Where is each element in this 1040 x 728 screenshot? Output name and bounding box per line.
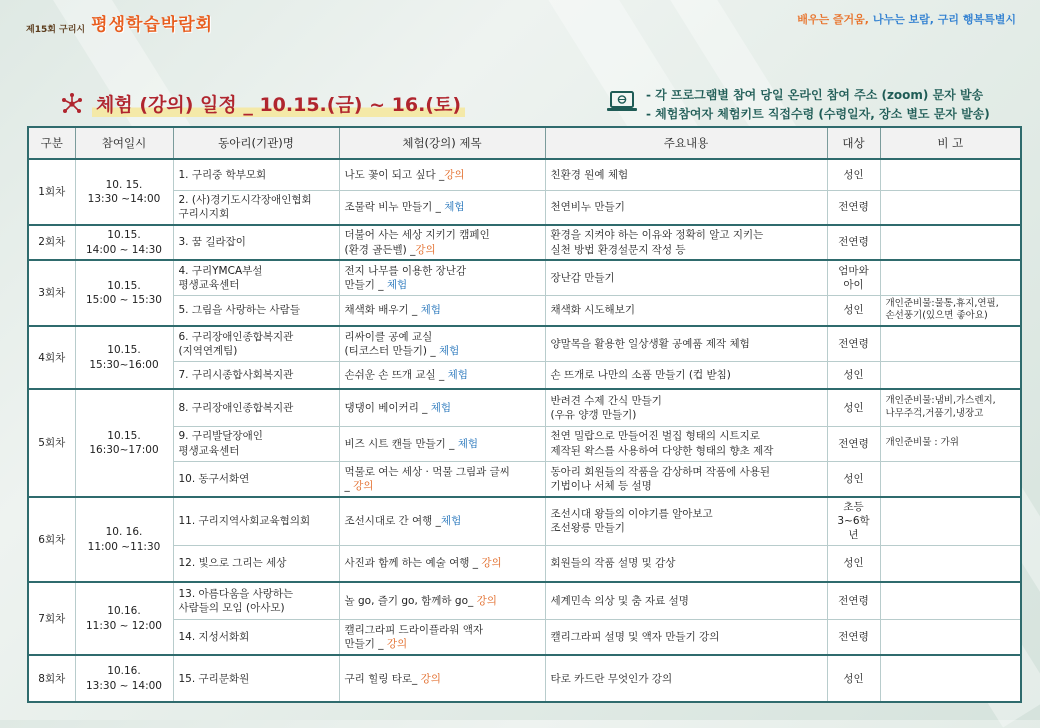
org-cell: 14. 지성서화회 <box>173 619 339 655</box>
title-cell <box>339 582 545 619</box>
title-tag: 강의 <box>420 672 441 685</box>
table-row <box>28 619 1021 655</box>
table-row <box>28 461 1021 497</box>
target-cell: 전연령 <box>827 225 880 260</box>
target-cell: 성인 <box>827 389 880 426</box>
table-row <box>28 497 1021 545</box>
session-cell: 7회차 <box>28 582 75 655</box>
session-cell: 5회차 <box>28 389 75 497</box>
slogan-part2: 나누는 보람, 구리 행복특별시 <box>872 13 1016 26</box>
org-cell: 13. 아름다움을 사랑하는 사람들의 모임 (아사모) <box>173 582 339 619</box>
datetime-cell: 10.15. 15:30~16:00 <box>75 326 173 389</box>
session-cell: 2회차 <box>28 225 75 260</box>
title-text: 더불어 사는 세상 지키기 캠페인 (환경 골든벨) _ <box>344 229 490 256</box>
target-cell: 성인 <box>827 361 880 389</box>
table-row <box>28 545 1021 582</box>
datetime-cell: 10. 16. 11:00 ~11:30 <box>75 497 173 582</box>
target-cell: 전연령 <box>827 326 880 361</box>
title-cell <box>339 619 545 655</box>
title-tag: 강의 <box>353 479 374 492</box>
content-cell: 캘리그라피 설명 및 액자 만들기 강의 <box>545 619 827 655</box>
title-cell <box>339 260 545 295</box>
table-header-row <box>28 127 1021 159</box>
title-cell <box>339 361 545 389</box>
datetime-cell: 10.15. 14:00 ~ 14:30 <box>75 225 173 260</box>
datetime-cell: 10.15. 16:30~17:00 <box>75 389 173 497</box>
brand-edition: 제15회 구리시 <box>26 25 86 35</box>
header-title: 체험(강의) 제목 <box>339 127 545 159</box>
title-text: 사진과 함께 하는 예술 여행 _ <box>344 557 482 570</box>
datetime-cell: 10.15. 15:00 ~ 15:30 <box>75 260 173 326</box>
org-cell: 15. 구리문화원 <box>173 655 339 702</box>
org-cell: 1. 구리중 학부모회 <box>173 159 339 190</box>
content-cell: 동아리 회원들의 작품을 감상하며 작품에 사용된 기법이나 서체 등 설명 <box>545 461 827 497</box>
title-block <box>60 90 465 117</box>
target-cell: 엄마와 아이 <box>827 260 880 295</box>
datetime-cell: 10.16. 13:30 ~ 14:00 <box>75 655 173 702</box>
title-text: 캘리그라피 드라이플라워 액자 만들기 _ <box>344 623 484 650</box>
session-cell: 3회차 <box>28 260 75 326</box>
header-org: 동아리(기관)명 <box>173 127 339 159</box>
slogan-part1: 배우는 즐거움, <box>797 13 869 26</box>
org-cell: 4. 구리YMCA부설 평생교육센터 <box>173 260 339 295</box>
target-cell: 초등 3~6학년 <box>827 497 880 545</box>
title-text: 비즈 시트 캔들 만들기 _ <box>344 437 458 450</box>
content-cell: 천연 밀랍으로 만들어진 벌집 형태의 시트지로 제작된 왁스를 사용하여 다양한 형태의 향초 제작 <box>545 426 827 461</box>
content-cell: 채색화 시도해보기 <box>545 295 827 326</box>
table-body <box>28 159 1021 702</box>
note-cell <box>880 326 1021 361</box>
content-cell: 조선시대 왕들의 이야기를 알아보고 조선왕릉 만들기 <box>545 497 827 545</box>
header-target: 대상 <box>827 127 880 159</box>
org-cell: 7. 구리시종합사회복지관 <box>173 361 339 389</box>
title-cell <box>339 497 545 545</box>
title-tag: 강의 <box>386 637 408 650</box>
title-tag: 체험 <box>420 304 441 317</box>
target-cell: 성인 <box>827 461 880 497</box>
title-tag: 강의 <box>444 168 465 181</box>
note-cell: 개인준비물:냄비,가스렌지, 나무주걱,거품기,냉장고 <box>880 389 1021 426</box>
content-cell: 손 뜨개로 나만의 소품 만들기 (컵 받침) <box>545 361 827 389</box>
target-cell: 성인 <box>827 159 880 190</box>
target-cell: 성인 <box>827 545 880 582</box>
brand-logo <box>26 10 213 35</box>
table-row <box>28 295 1021 326</box>
table-row <box>28 190 1021 225</box>
target-cell: 전연령 <box>827 619 880 655</box>
title-tag: 체험 <box>430 401 452 414</box>
note-cell <box>880 655 1021 702</box>
table-row <box>28 260 1021 295</box>
title-cell <box>339 159 545 190</box>
content-cell: 친환경 원예 체험 <box>545 159 827 190</box>
title-cell <box>339 190 545 225</box>
note-cell <box>880 497 1021 545</box>
notice-block <box>606 86 990 122</box>
notice-line: - 각 프로그램별 참여 당일 온라인 참여 주소 (zoom) 문자 발송 <box>646 88 984 102</box>
title-tag: 체험 <box>457 437 479 450</box>
org-cell: 8. 구리장애인종합복지관 <box>173 389 339 426</box>
table-row <box>28 159 1021 190</box>
datetime-cell: 10.16. 11:30 ~ 12:00 <box>75 582 173 655</box>
title-text: 구리 힐링 타로_ <box>344 672 421 685</box>
target-cell: 성인 <box>827 655 880 702</box>
session-cell: 8회차 <box>28 655 75 702</box>
note-cell <box>880 190 1021 225</box>
org-cell: 12. 빛으로 그리는 세상 <box>173 545 339 582</box>
note-cell <box>880 260 1021 295</box>
table-row <box>28 655 1021 702</box>
session-cell: 4회차 <box>28 326 75 389</box>
header-note: 비 고 <box>880 127 1021 159</box>
title-cell <box>339 426 545 461</box>
title-cell <box>339 389 545 426</box>
note-cell <box>880 361 1021 389</box>
content-cell: 양말목을 활용한 일상생활 공예품 제작 체험 <box>545 326 827 361</box>
table-row <box>28 361 1021 389</box>
header-content: 주요내용 <box>545 127 827 159</box>
note-cell: 개인준비물:물통,휴지,연필, 손선풍기(있으면 좋아요) <box>880 295 1021 326</box>
content-cell: 천연비누 만들기 <box>545 190 827 225</box>
title-text: 나도 꽃이 되고 싶다 _ <box>344 168 445 181</box>
session-cell: 6회차 <box>28 497 75 582</box>
note-cell <box>880 225 1021 260</box>
title-text: 놀 go, 즐기 go, 함께하 go_ <box>344 594 477 607</box>
session-cell: 1회차 <box>28 159 75 225</box>
header-datetime: 참여일시 <box>75 127 173 159</box>
header-session: 구분 <box>28 127 75 159</box>
note-cell <box>880 619 1021 655</box>
title-tag: 강의 <box>415 243 436 256</box>
laptop-icon <box>606 90 638 114</box>
brand-name: 평생학습박람회 <box>91 15 214 35</box>
title-tag: 체험 <box>438 344 460 357</box>
target-cell: 성인 <box>827 295 880 326</box>
schedule-table <box>27 126 1022 703</box>
target-cell: 전연령 <box>827 582 880 619</box>
table-row <box>28 389 1021 426</box>
org-cell: 3. 꿈 길라잡이 <box>173 225 339 260</box>
content-cell: 장난감 만들기 <box>545 260 827 295</box>
title-text: 채색화 배우기 _ <box>344 304 421 317</box>
title-text: 조선시대로 간 여행 _ <box>344 515 441 528</box>
slogan <box>797 11 1016 27</box>
org-cell: 2. (사)경기도시각장애인협회 구리시지회 <box>173 190 339 225</box>
table-row <box>28 326 1021 361</box>
note-cell <box>880 582 1021 619</box>
table-row <box>28 426 1021 461</box>
title-text: 전지 나무를 이용한 장난감 만들기 _ <box>344 264 467 291</box>
title-tag: 강의 <box>481 557 502 570</box>
title-text: 댕댕이 베이커리 _ <box>344 401 431 414</box>
title-tag: 강의 <box>476 594 497 607</box>
title-cell <box>339 326 545 361</box>
target-cell: 전연령 <box>827 426 880 461</box>
content-cell: 회원들의 작품 설명 및 감상 <box>545 545 827 582</box>
content-cell: 세계민속 의상 및 춤 자료 설명 <box>545 582 827 619</box>
table-row <box>28 225 1021 260</box>
title-tag: 체험 <box>440 515 462 528</box>
title-text: 먹물로 여는 세상 · 먹물 그림과 글씨 _ <box>344 465 510 492</box>
note-cell: 개인준비물 : 가위 <box>880 426 1021 461</box>
org-cell: 5. 그림을 사랑하는 사람들 <box>173 295 339 326</box>
table-row <box>28 582 1021 619</box>
title-tag: 체험 <box>444 201 465 214</box>
target-cell: 전연령 <box>827 190 880 225</box>
notice-line: - 체험참여자 체험키트 직접수령 (수령일자, 장소 별도 문자 발송) <box>646 107 990 121</box>
org-cell: 10. 동구서화연 <box>173 461 339 497</box>
network-icon <box>60 92 84 116</box>
note-cell <box>880 545 1021 582</box>
title-tag: 체험 <box>447 368 468 381</box>
content-cell: 타로 카드란 무엇인가 강의 <box>545 655 827 702</box>
title-text: 조물락 비누 만들기 _ <box>344 201 445 214</box>
note-cell <box>880 461 1021 497</box>
title-cell <box>339 461 545 497</box>
content-cell: 환경을 지켜야 하는 이유와 정확히 알고 지키는 실천 방법 환경설문지 작성 등 <box>545 225 827 260</box>
title-cell <box>339 545 545 582</box>
title-cell <box>339 655 545 702</box>
title-cell <box>339 225 545 260</box>
title-tag: 체험 <box>386 278 408 291</box>
content-cell: 반려견 수제 간식 만들기 (우유 양갱 만들기) <box>545 389 827 426</box>
title-cell <box>339 295 545 326</box>
org-cell: 11. 구리지역사회교육협의회 <box>173 497 339 545</box>
page-title: 체험 (강의) 일정 _ 10.15.(금) ~ 16.(토) <box>92 90 465 117</box>
note-cell <box>880 159 1021 190</box>
title-text: 리싸이클 공예 교실 (티코스터 만들기) _ <box>344 330 436 357</box>
title-text: 손쉬운 손 뜨개 교실 _ <box>344 368 448 381</box>
datetime-cell: 10. 15. 13:30 ~14:00 <box>75 159 173 225</box>
org-cell: 9. 구리발달장애인 평생교육센터 <box>173 426 339 461</box>
org-cell: 6. 구리장애인종합복지관 (지역연계팀) <box>173 326 339 361</box>
